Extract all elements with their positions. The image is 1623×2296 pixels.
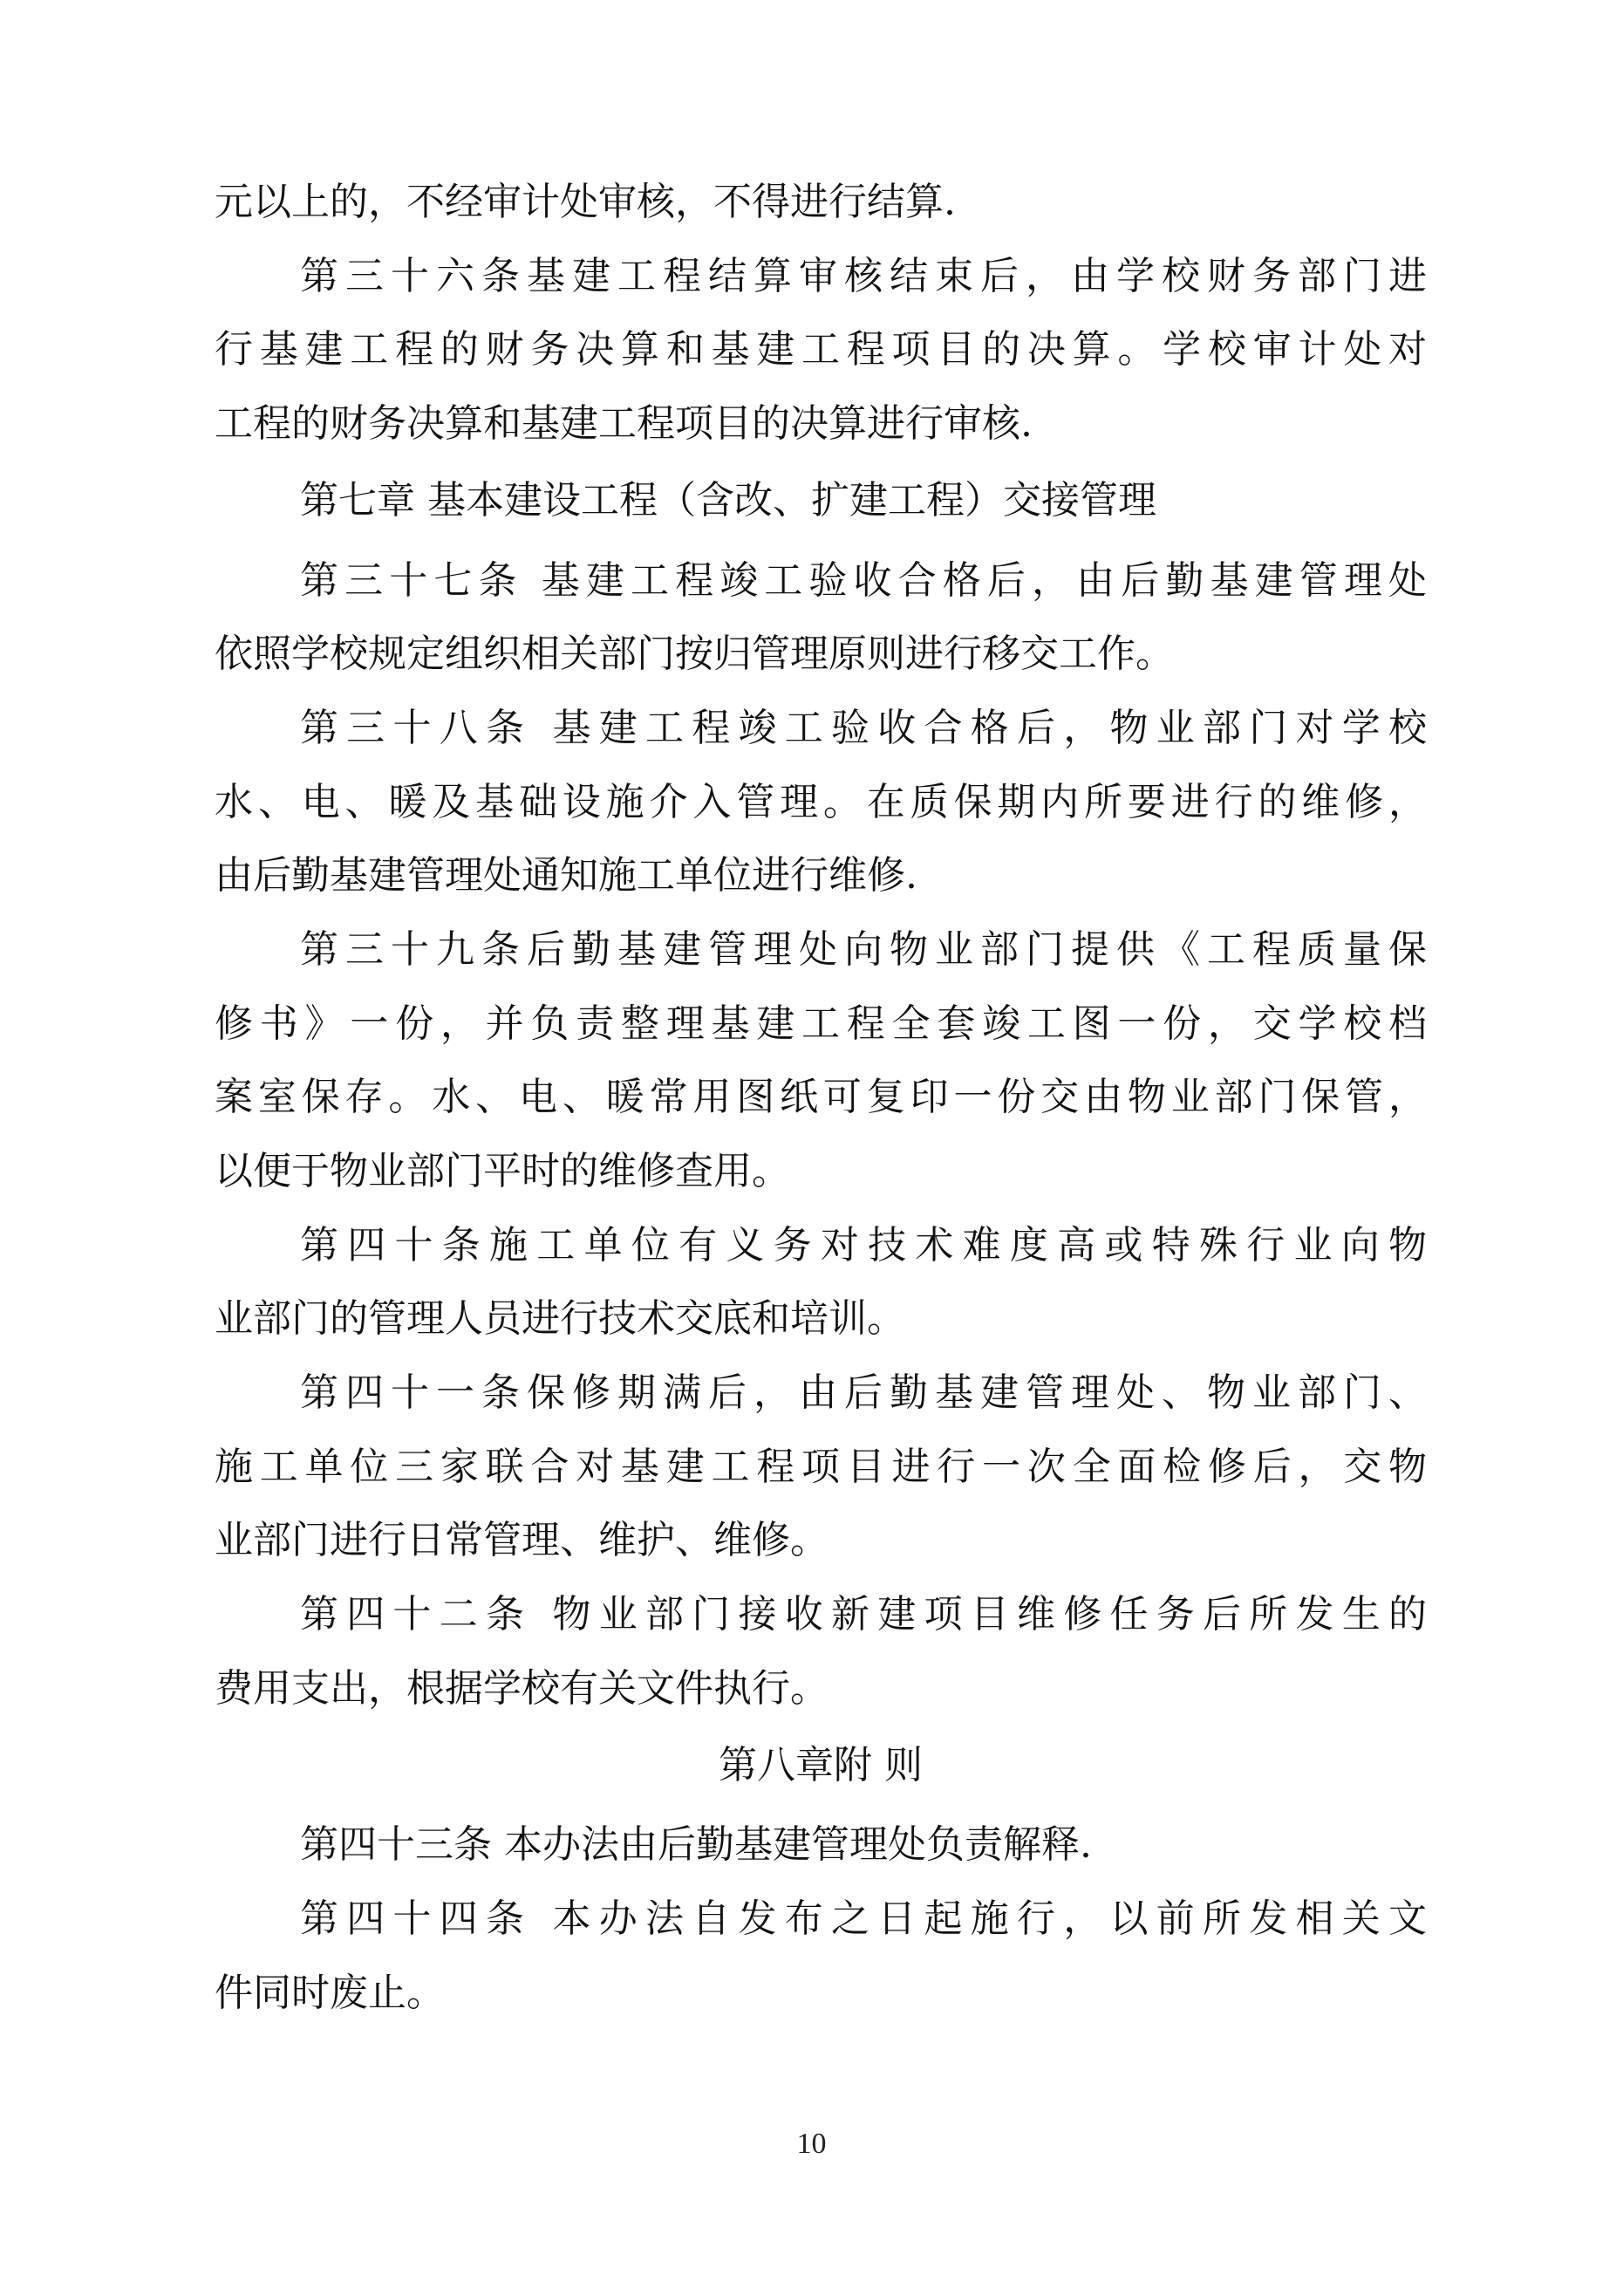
text-line: 元以上的，不经审计处审核，不得进行结算. bbox=[215, 180, 956, 224]
text-line: 修书》一份，并负责整理基建工程全套竣工图一份，交学校档 bbox=[215, 1001, 1427, 1046]
text-line: 水、电、暖及基础设施介入管理。在质保期内所要进行的维修， bbox=[215, 780, 1427, 824]
text-line: 工程的财务决算和基建工程项目的决算进行审核. bbox=[215, 401, 1033, 446]
page-number: 10 bbox=[796, 2128, 827, 2160]
text-line: 件同时废止。 bbox=[215, 1971, 445, 2015]
article-40-line: 第四十条施工单位有义务对技术难度高或特殊行业向物 bbox=[300, 1223, 1427, 1268]
text-line: 案室保存。水、电、暖常用图纸可复印一份交由物业部门保管， bbox=[215, 1075, 1427, 1119]
text-line: 由后勤基建管理处通知施工单位进行维修. bbox=[215, 853, 917, 898]
article-36-line: 第三十六条基建工程结算审核结束后，由学校财务部门进 bbox=[300, 254, 1427, 298]
text-line: 费用支出，根据学校有关文件执行。 bbox=[215, 1666, 829, 1711]
article-42-line: 第四十二条 物业部门接收新建项目维修任务后所发生的 bbox=[300, 1592, 1427, 1637]
text-line: 业部门的管理人员进行技术交底和培训。 bbox=[215, 1296, 905, 1341]
chapter-7-heading: 第七章 基本建设工程（含改、扩建工程）交接管理 bbox=[300, 478, 1156, 523]
text-line: 业部门进行日常管理、维护、维修。 bbox=[215, 1518, 829, 1562]
article-39-line: 第三十九条后勤基建管理处向物业部门提供《工程质量保 bbox=[300, 927, 1427, 972]
article-41-line: 第四十一条保修期满后，由后勤基建管理处、物业部门、 bbox=[300, 1370, 1427, 1415]
article-43-line: 第四十三条 本办法由后勤基建管理处负责解释. bbox=[300, 1822, 1092, 1867]
text-line: 以便于物业部门平时的维修查用。 bbox=[215, 1149, 790, 1193]
article-37-line: 第三十七条 基建工程竣工验收合格后，由后勤基建管理处 bbox=[300, 558, 1427, 603]
article-44-line: 第四十四条 本办法自发布之日起施行，以前所发相关文 bbox=[300, 1896, 1427, 1941]
chapter-8-heading: 第八章附 则 bbox=[719, 1743, 923, 1787]
text-line: 行基建工程的财务决算和基建工程项目的决算。学校审计处对 bbox=[215, 327, 1427, 372]
text-line: 施工单位三家联合对基建工程项目进行一次全面检修后，交物 bbox=[215, 1445, 1427, 1489]
article-38-line: 第三十八条 基建工程竣工验收合格后，物业部门对学校 bbox=[300, 706, 1427, 750]
text-line: 依照学校规定组织相关部门按归管理原则进行移交工作。 bbox=[215, 632, 1174, 676]
